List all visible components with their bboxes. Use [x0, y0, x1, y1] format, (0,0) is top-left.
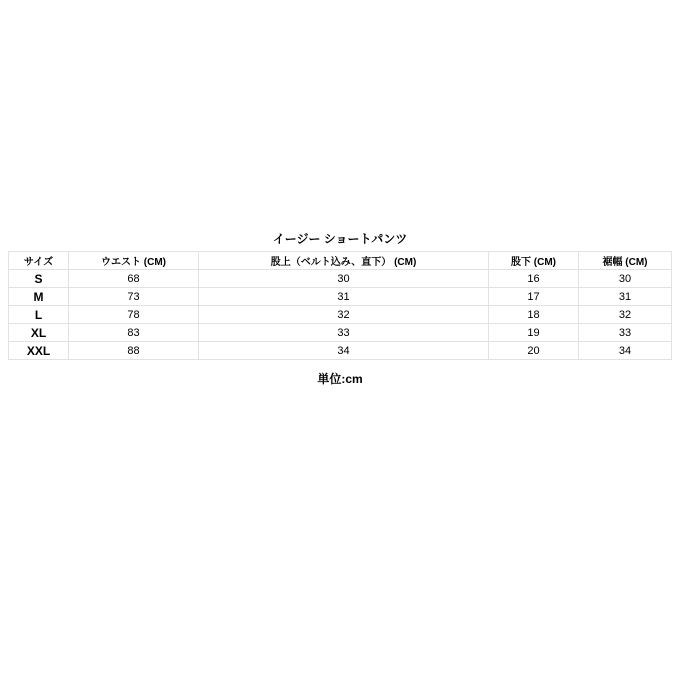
- size-chart-table: [8, 251, 672, 360]
- rise-cell: 32: [199, 306, 489, 324]
- inseam-cell: 18: [489, 306, 579, 324]
- table-row: [9, 270, 672, 288]
- rise-cell: 30: [199, 270, 489, 288]
- unit-label: 単位:cm: [317, 372, 363, 386]
- size-cell: M: [9, 288, 69, 306]
- inseam-cell: 20: [489, 342, 579, 360]
- waist-cell: 68: [69, 270, 199, 288]
- waist-cell: 83: [69, 324, 199, 342]
- inseam-cell: 19: [489, 324, 579, 342]
- inseam-cell: 16: [489, 270, 579, 288]
- table-row: [9, 306, 672, 324]
- header-inseam: 股下 (CM): [489, 252, 579, 270]
- hem-width-cell: 33: [579, 324, 672, 342]
- table-header-row: [9, 252, 672, 270]
- header-size: サイズ: [9, 252, 69, 270]
- header-rise: 股上（ベルト込み、直下） (CM): [199, 252, 489, 270]
- hem-width-cell: 31: [579, 288, 672, 306]
- rise-cell: 33: [199, 324, 489, 342]
- waist-cell: 73: [69, 288, 199, 306]
- rise-cell: 31: [199, 288, 489, 306]
- size-cell: L: [9, 306, 69, 324]
- header-hem-width: 裾幅 (CM): [579, 252, 672, 270]
- size-cell: XL: [9, 324, 69, 342]
- size-cell: XXL: [9, 342, 69, 360]
- table-row: [9, 324, 672, 342]
- table-title: イージー ショートパンツ: [272, 232, 408, 246]
- header-waist: ウエスト (CM): [69, 252, 199, 270]
- waist-cell: 88: [69, 342, 199, 360]
- table-row: [9, 342, 672, 360]
- hem-width-cell: 32: [579, 306, 672, 324]
- hem-width-cell: 34: [579, 342, 672, 360]
- waist-cell: 78: [69, 306, 199, 324]
- table-row: [9, 288, 672, 306]
- hem-width-cell: 30: [579, 270, 672, 288]
- size-cell: S: [9, 270, 69, 288]
- rise-cell: 34: [199, 342, 489, 360]
- inseam-cell: 17: [489, 288, 579, 306]
